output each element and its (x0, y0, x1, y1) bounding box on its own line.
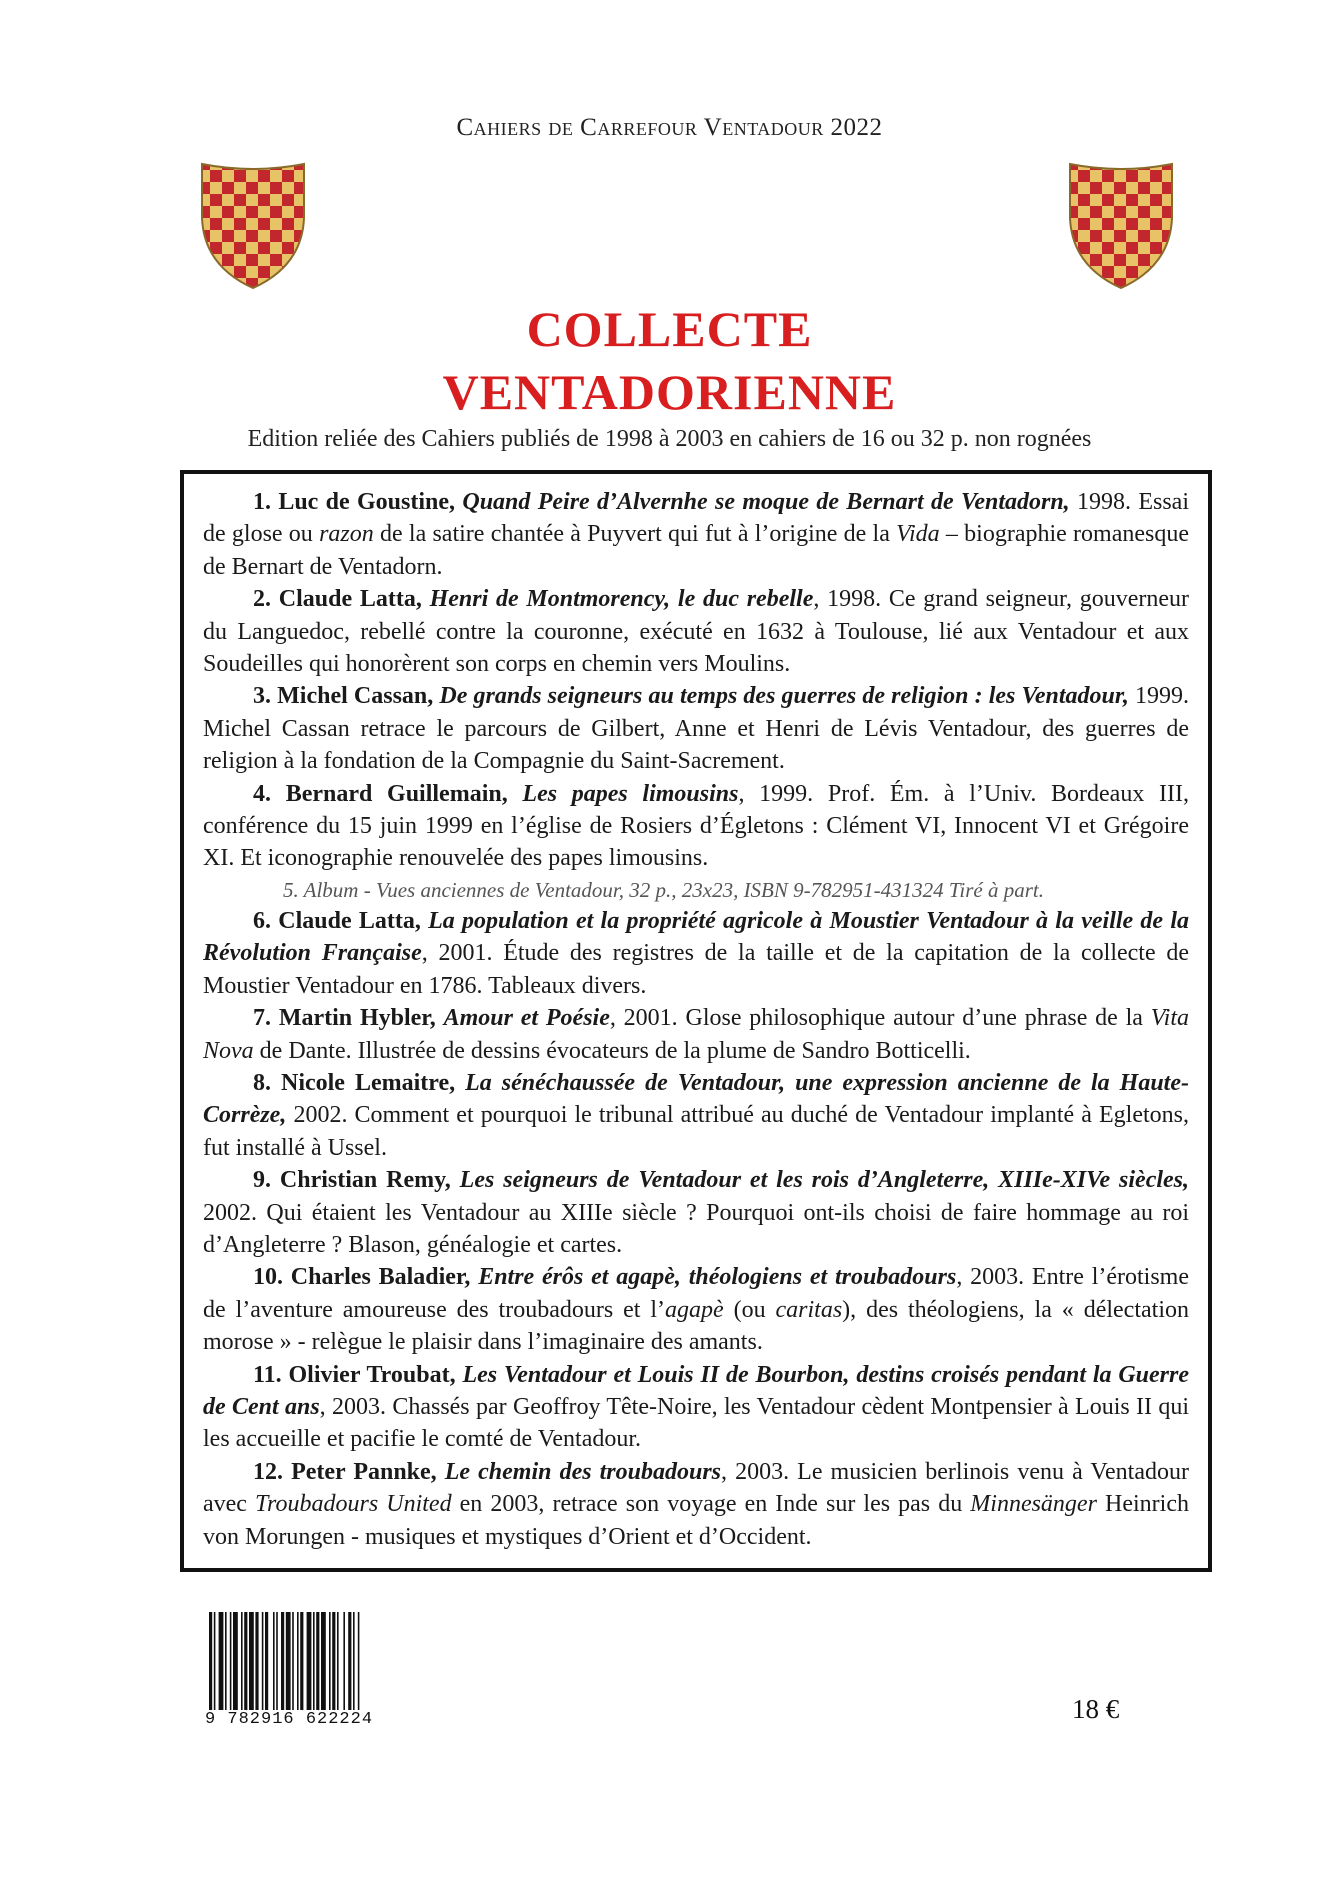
entry-description: en 2003, retrace son voyage en Inde sur les pas du (451, 1491, 971, 1518)
price: 18 € (1072, 1694, 1120, 1724)
title-line-2: VENTADORIENNE (442, 364, 897, 420)
title-line-1: COLLECTE (526, 301, 813, 357)
catalogue-entry (203, 486, 1189, 583)
entry-description: , 2003. Chassés par Geoffroy Tête-Noire, les Ventadour cèdent Montpensier à Louis II qui les accueille et pacifie le comté de Ventadour. (203, 1393, 1189, 1453)
entry-italic-term: Vita Nova (203, 1005, 1189, 1064)
entry-title: Les papes limousins (522, 780, 739, 807)
entry-description: 2002. Comment et pourquoi le tribunal attribué au duché de Ventadour implanté à Egletons, fut installé à Ussel. (203, 1102, 1189, 1161)
catalogue-entry (203, 1456, 1189, 1553)
entry-description: 1998. Essai de glose ou (203, 489, 1190, 548)
entry-description: (ou (723, 1296, 776, 1323)
subtitle: Edition reliée des Cahiers publiés de 1998 à 2003 en cahiers de 16 ou 32 p. non rognées (247, 426, 1092, 452)
entry-description: , 2001. Glose philosophique autour d’une phrase de la (609, 1005, 1151, 1032)
entry-italic-term: agapè (665, 1296, 724, 1323)
entry-italic-term: razon (319, 521, 374, 548)
catalogue-entry (203, 778, 1189, 875)
entry-title: Les seigneurs de Ventadour et les rois d’Angleterre, XIIIe-XIVe siècles, (459, 1167, 1189, 1194)
entry-description: , 1999. Prof. Ém. à l’Univ. Bordeaux III, conférence du 15 juin 1999 en l’église de Rosiers d’Égletons : Clément VI, Innocent VI et Grégoire XI. Et iconographie renouvelée des papes limousins. (203, 780, 1189, 872)
entry-description: ), des théologiens, la « délectation morose » - relègue le plaisir dans l’imaginaire des amants. (203, 1296, 1189, 1356)
entry-author: 9. Christian Remy, (253, 1167, 451, 1194)
entry-author: 11. Olivier Troubat, (253, 1361, 456, 1388)
catalogue-entry (203, 1067, 1189, 1164)
checkered-shield-icon (198, 158, 308, 292)
entry-title: Henri de Montmorency, le duc rebelle (429, 586, 814, 613)
series-header: Cahiers de Carrefour Ventadour 2022 (456, 114, 883, 141)
catalogue-note: 5. Album - Vues anciennes de Ventadour, 32 p., 23x23, ISBN 9-782951-431324 Tiré à part. (283, 877, 1044, 902)
entry-title: Le chemin des troubadours (444, 1458, 722, 1485)
entry-description: , 2003. Entre l’érotisme de l’aventure amoureuse des troubadours et l’ (203, 1264, 1189, 1323)
entry-title: Les Ventadour et Louis II de Bourbon, destins croisés pendant la Guerre de Cent ans (203, 1361, 1190, 1420)
entry-title: De grands seigneurs au temps des guerres de religion : les Ventadour, (439, 683, 1129, 710)
entry-description: , 2003. Le musicien berlinois venu à Ventadour avec (203, 1458, 1189, 1518)
catalogue-entry (203, 680, 1189, 777)
catalogue-entry (203, 905, 1189, 1002)
entry-author: 4. Bernard Guillemain, (253, 780, 508, 807)
entry-title: Entre érôs et agapè, théologiens et troubadours (478, 1264, 957, 1291)
catalogue-entry (203, 583, 1189, 680)
entry-author: 12. Peter Pannke, (253, 1458, 437, 1485)
catalogue-entry (203, 1002, 1189, 1067)
entry-author: 1. Luc de Goustine, (253, 489, 456, 515)
entry-description: 1999. Michel Cassan retrace le parcours de Gilbert, Anne et Henri de Lévis Ventadour, des guerres de religion à la fondation de la Compagnie du Saint-Sacrement. (203, 683, 1190, 775)
entry-italic-term: Troubadours United (255, 1491, 452, 1518)
entry-italic-term: Vida (896, 521, 940, 548)
entry-description: Heinrich von Morungen - musiques et mystiques d’Orient et d’Occident. (203, 1491, 1189, 1550)
entry-author: 3. Michel Cassan, (253, 683, 434, 710)
catalogue-entry (203, 1261, 1189, 1358)
entry-author: 7. Martin Hybler, (253, 1005, 436, 1032)
entry-description: , 1998. Ce grand seigneur, gouverneur du Languedoc, rebellé contre la couronne, exécuté en 1632 à Toulouse, lié aux Ventadour et aux Soudeilles qui honorèrent son corps en chemin vers Moulins. (203, 586, 1190, 678)
entry-italic-term: caritas (775, 1296, 843, 1323)
entry-title: Quand Peire d’Alvernhe se moque de Bernart de Ventadorn, (462, 489, 1070, 515)
entry-author: 2. Claude Latta, (253, 586, 422, 613)
barcode-digits: 9 782916 622224 (205, 1710, 374, 1729)
entry-author: 8. Nicole Lemaitre, (253, 1069, 456, 1096)
entry-description: , 2001. Étude des registres de la taille et de la capitation de la collecte de Moustier Ventadour en 1786. Tableaux divers. (203, 940, 1189, 999)
catalogue-entry (203, 1359, 1189, 1456)
barcode-icon (205, 1612, 405, 1710)
contents-box (180, 470, 1212, 1572)
checkered-shield-icon (1066, 158, 1176, 292)
catalogue-entry (203, 1164, 1189, 1261)
entry-title: La population et la propriété agricole à Moustier Ventadour à la veille de la Révolution Française (203, 907, 1189, 967)
entry-italic-term: Minnesänger (970, 1491, 1097, 1518)
entry-title: La sénéchaussée de Ventadour, une expression ancienne de la Haute-Corrèze, (203, 1069, 1189, 1129)
entry-description: – biographie romanesque de Bernart de Ventadorn. (203, 521, 1189, 580)
entry-author: 10. Charles Baladier, (253, 1264, 471, 1291)
entry-author: 6. Claude Latta, (253, 907, 421, 934)
entry-description: 2002. Qui étaient les Ventadour au XIIIe siècle ? Pourquoi ont-ils choisi de faire hommage au roi d’Angleterre ? Blason, généalogie et cartes. (203, 1199, 1189, 1258)
entry-description: de Dante. Illustrée de dessins évocateurs de la plume de Sandro Botticelli. (253, 1037, 971, 1064)
entry-title: Amour et Poésie (443, 1005, 610, 1032)
entry-description: de la satire chantée à Puyvert qui fut à l’origine de la (373, 521, 897, 548)
